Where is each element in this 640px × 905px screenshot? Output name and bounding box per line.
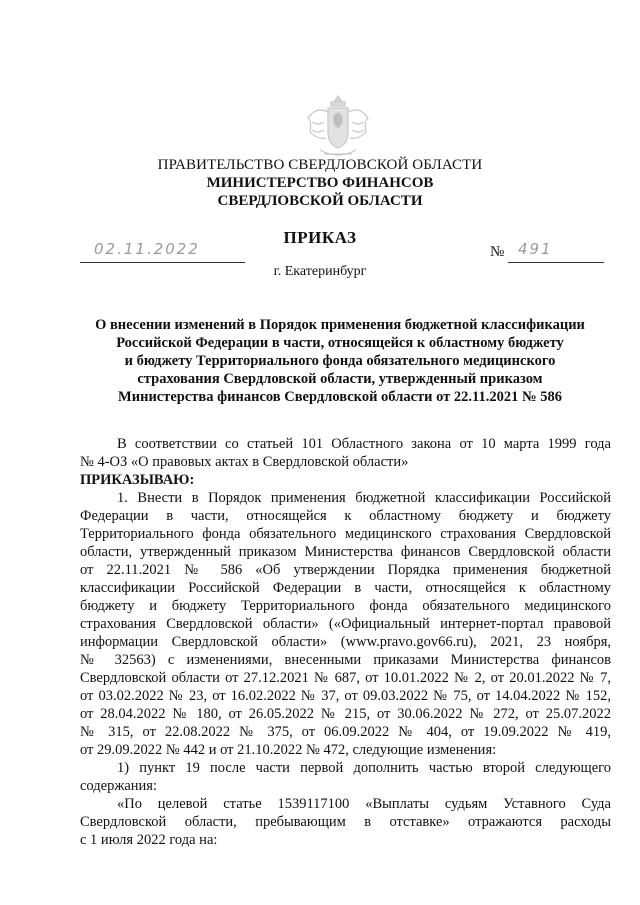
org-line-ministry: МИНИСТЕРСТВО ФИНАНСОВ (206, 175, 434, 191)
handwritten-date: 02.11.2022 (94, 240, 200, 258)
item1-line: № 315, от 22.08.2022 № 375, от 06.09.2022 № 404, от 19.09.2022 № 419, (80, 724, 611, 740)
org-line-government: ПРАВИТЕЛЬСТВО СВЕРДЛОВСКОЙ ОБЛАСТИ (157, 157, 483, 173)
document-subject (60, 316, 620, 406)
handwritten-number: 491 (518, 240, 553, 258)
item1-line: страхования Свердловской области» («Официальный интернет-портал правовой (80, 616, 611, 632)
item1-line: информации Свердловской области» (www.pravo.gov66.ru), 2021, 23 ноября, (80, 634, 611, 650)
item1-line: № 32563) с изменениями, внесенными приказами Министерства финансов (80, 652, 611, 668)
subject-line: и бюджету Территориального фонда обязательного медицинского (124, 353, 556, 369)
intro-line: В соответствии со статьей 101 Областного закона от 10 марта 1999 года (117, 436, 611, 452)
item1-line: 1. Внести в Порядок применения бюджетной классификации Российской (117, 490, 611, 506)
number-field (508, 240, 604, 263)
item1-line: от 28.04.2022 № 180, от 26.05.2022 № 215, от 30.06.2022 № 272, от 25.07.2022 (80, 706, 611, 722)
order-word: ПРИКАЗЫВАЮ: (80, 472, 195, 488)
item1-line: бюджету и бюджету Территориального фонда обязательного медицинского (80, 598, 611, 614)
number-label: № (490, 244, 505, 260)
subject-line: О внесении изменений в Порядок применения бюджетной классификации (95, 317, 585, 333)
item1-line: Территориального фонда обязательного медицинского страхования Свердловской (80, 526, 611, 542)
subject-line: Российской Федерации в части, относящейся к областному бюджету (116, 335, 564, 351)
document-title: ПРИКАЗ (283, 228, 357, 247)
intro-line: № 4-ОЗ «О правовых актах в Свердловской области» (80, 454, 409, 470)
subitem1-line: содержания: (80, 778, 158, 794)
subject-line: страхования Свердловской области, утвержденный приказом (137, 371, 543, 387)
quote-line: Свердловской области, пребывающим в отставке» отражаются расходы (80, 814, 611, 830)
item1-line: Федерации в части, относящейся к областному бюджету и бюджету (80, 508, 611, 524)
quote-line: «По целевой статье 1539117100 «Выплаты судьям Уставного Суда (117, 796, 611, 812)
subject-line: Министерства финансов Свердловской области от 22.11.2021 № 586 (118, 389, 562, 405)
date-field (80, 240, 245, 263)
city: г. Екатеринбург (273, 264, 367, 279)
item1-line: классификации Российской Федерации в части, относящейся к областному (80, 580, 611, 596)
item1-line: от 29.09.2022 № 442 и от 21.10.2022 № 472, следующие изменения: (80, 742, 497, 758)
document-body (80, 435, 611, 849)
item1-line: от 22.11.2021 № 586 «Об утверждении Порядка применения бюджетной (80, 562, 611, 578)
quote-line: с 1 июля 2022 года на: (80, 832, 218, 848)
subitem1-line: 1) пункт 19 после части первой дополнить частью второй следующего (117, 760, 611, 776)
org-line-region: СВЕРДЛОВСКОЙ ОБЛАСТИ (217, 193, 423, 209)
item1-line: Свердловской области от 27.12.2021 № 687, от 10.01.2022 № 2, от 20.01.2022 № 7, (80, 670, 611, 686)
coat-of-arms-icon (298, 92, 378, 164)
item1-line: области, утвержденный приказом Министерства финансов Свердловской области (80, 544, 611, 560)
item1-line: от 03.02.2022 № 23, от 16.02.2022 № 37, от 09.03.2022 № 75, от 14.04.2022 № 152, (80, 688, 611, 704)
